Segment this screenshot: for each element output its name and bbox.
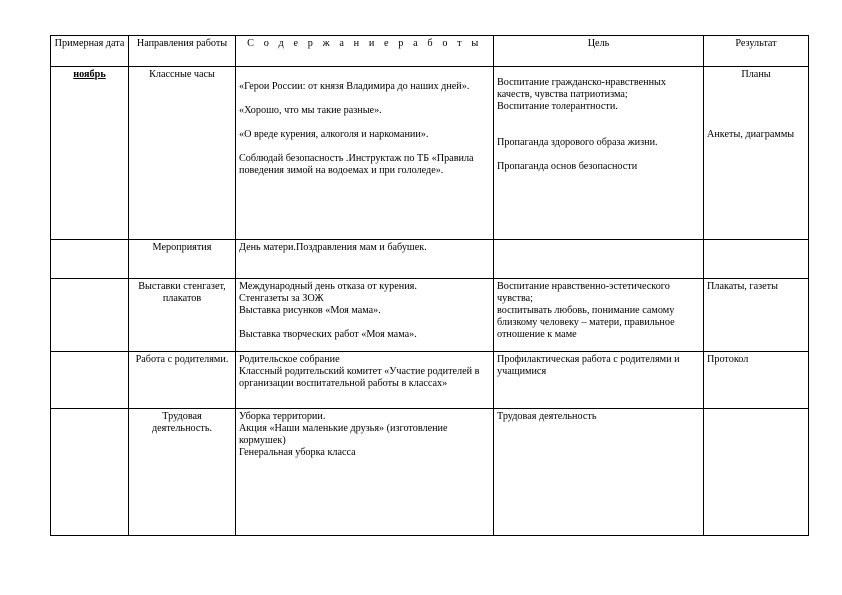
content-line: Выставка рисунков «Моя мама». (239, 305, 381, 316)
goal-line: Трудовая деятельность (497, 411, 597, 422)
goal-line: воспитывать любовь, понимание самому близкому человеку – матери, правильное отношение к маме (497, 305, 675, 340)
row-content (236, 240, 494, 279)
table-row (51, 352, 809, 409)
goal-line: Пропаганда здорового образа жизни. (497, 137, 658, 148)
goal-line: Пропаганда основ безопасности (497, 161, 638, 172)
content-line: Акция «Наши маленькие друзья» (изготовление кормушек) (239, 423, 448, 446)
goal-line: Воспитание толерантности. (497, 101, 618, 112)
content-line: Генеральная уборка класса (239, 447, 356, 458)
result-line: Анкеты, диаграммы (707, 129, 795, 140)
content-line: Соблюдай безопасность .Инструктаж по ТБ «Правила поведения зимой на водоемах и при гололеде». (239, 153, 474, 176)
plan-sheet (50, 35, 808, 536)
content-line: Стенгазеты за ЗОЖ (239, 293, 324, 304)
activity-plan-table (50, 35, 809, 536)
content-line: Классный родительский комитет «Участие родителей в организации воспитательной работы в классах» (239, 366, 480, 389)
content-line: Родительское собрание (239, 354, 340, 365)
table-row (51, 409, 809, 536)
row-goal (494, 352, 704, 409)
result-line: Протокол (707, 354, 749, 365)
header-direction: Направления работы (129, 36, 236, 67)
row-direction: Работа с родителями. (129, 352, 236, 409)
row-goal (494, 409, 704, 536)
row-content (236, 409, 494, 536)
table-row (51, 240, 809, 279)
row-goal (494, 279, 704, 352)
content-line: Выставка творческих работ «Моя мама». (239, 329, 417, 340)
content-line: «Герои России: от князя Владимира до наших дней». (239, 81, 470, 92)
row-date (51, 352, 129, 409)
goal-line: Воспитание гражданско-нравственных качеств, чувства патриотизма; (497, 77, 666, 100)
row-direction: Выставки стенгазет, плакатов (129, 279, 236, 352)
header-goal: Цель (494, 36, 704, 67)
row-date (51, 409, 129, 536)
header-result: Результат (704, 36, 809, 67)
row-goal (494, 240, 704, 279)
result-line: Плакаты, газеты (707, 281, 778, 292)
row-date (51, 240, 129, 279)
table-header-row (51, 36, 809, 67)
row-result (704, 409, 809, 536)
content-line: «О вреде курения, алкоголя и наркомании». (239, 129, 429, 140)
table-row (51, 67, 809, 240)
row-content (236, 67, 494, 240)
row-direction: Трудовая деятельность. (129, 409, 236, 536)
row-direction: Классные часы (129, 67, 236, 240)
row-direction: Мероприятия (129, 240, 236, 279)
result-line: Планы (741, 69, 771, 80)
row-result (704, 279, 809, 352)
row-result (704, 240, 809, 279)
content-line: «Хорошо, что мы такие разные». (239, 105, 382, 116)
row-content (236, 352, 494, 409)
goal-line: Воспитание нравственно-эстетического чувства; (497, 281, 670, 304)
content-line: Международный день отказа от курения. (239, 281, 417, 292)
goal-line: Профилактическая работа с родителями и учащимися (497, 354, 680, 377)
row-result (704, 352, 809, 409)
content-line: День матери.Поздравления мам и бабушек. (239, 242, 427, 253)
header-content: С о д е р ж а н и е р а б о т ы (236, 36, 494, 67)
row-date: ноябрь (51, 67, 129, 240)
row-goal (494, 67, 704, 240)
row-result (704, 67, 809, 240)
header-date: Примерная дата (51, 36, 129, 67)
row-content (236, 279, 494, 352)
row-date (51, 279, 129, 352)
table-row (51, 279, 809, 352)
content-line: Уборка территории. (239, 411, 326, 422)
